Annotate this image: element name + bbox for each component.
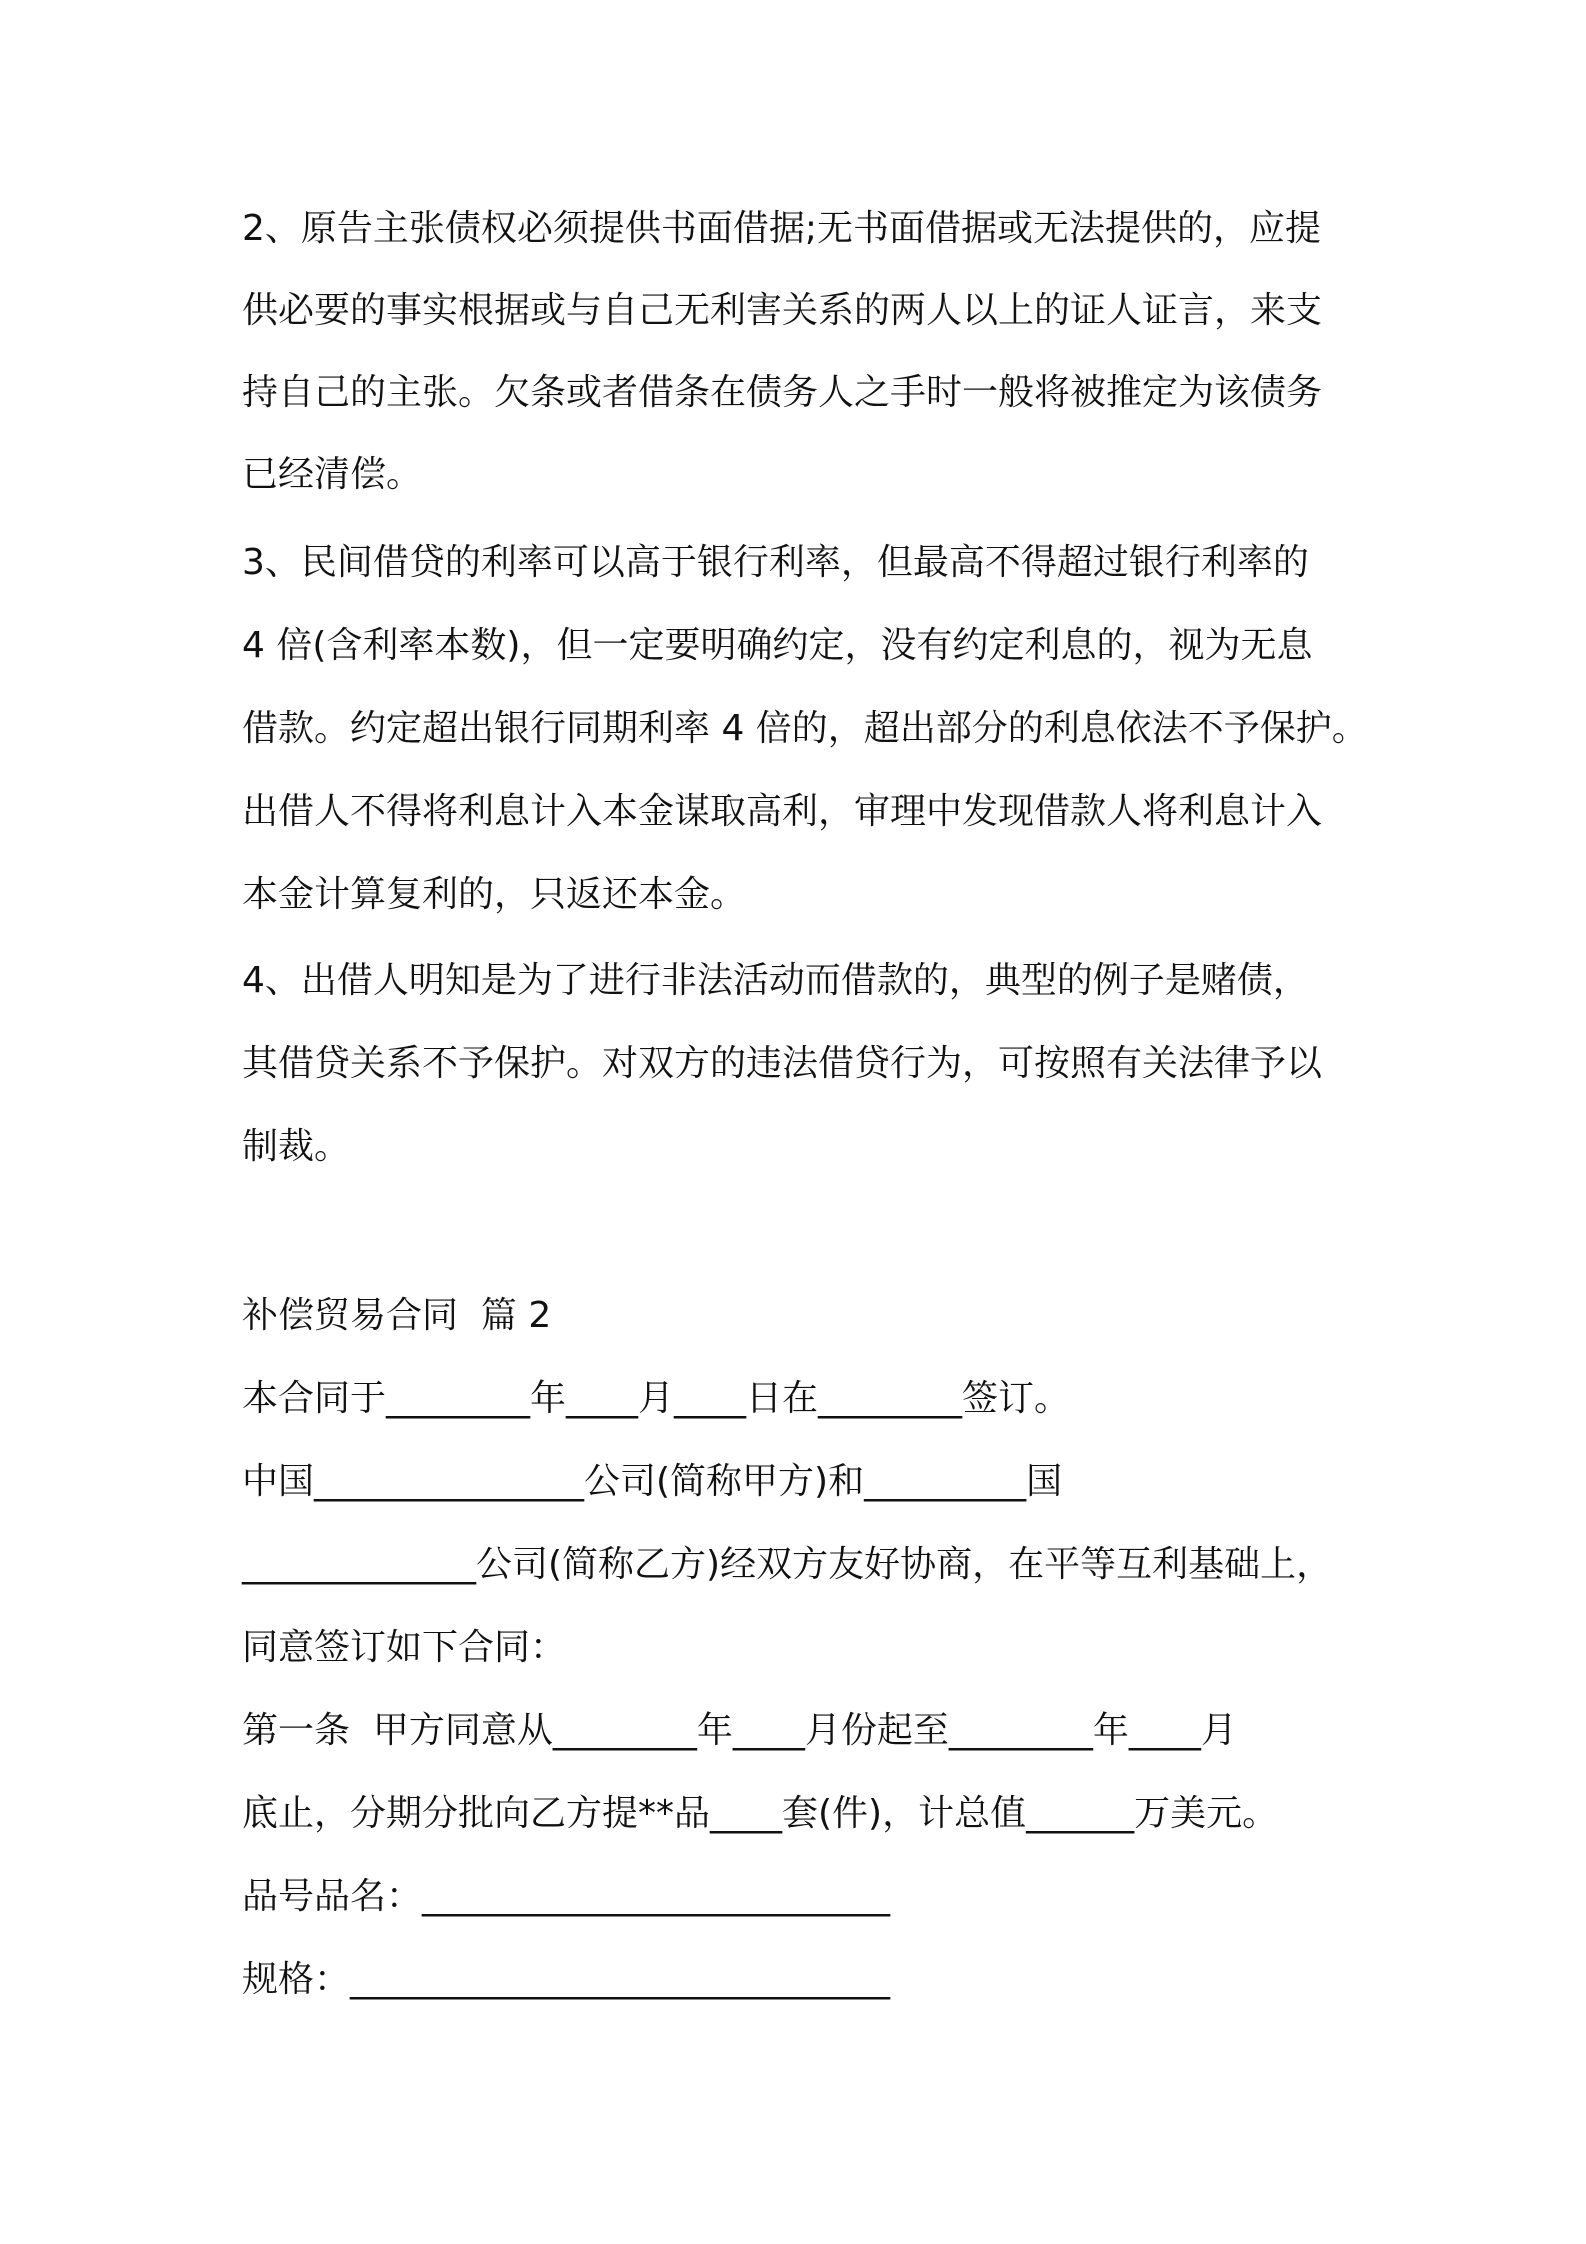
product-name-line: 品号品名：__________________________ xyxy=(242,1876,891,1917)
clause-3-line-2: 4 倍(含利率本数)，但一定要明确约定，没有约定利息的，视为无息 xyxy=(242,625,1313,666)
contract-date-line: 本合同于________年____月____日在________签订。 xyxy=(242,1378,1071,1419)
specification-line: 规格：______________________________ xyxy=(242,1959,891,2000)
clause-2-line-3: 持自己的主张。欠条或者借条在债务人之手时一般将被推定为该债务 xyxy=(242,372,1323,413)
clause-2-line-2: 供必要的事实根据或与自己无利害关系的两人以上的证人证言，来支 xyxy=(242,290,1323,331)
clause-3-line-5: 本金计算复利的，只返还本金。 xyxy=(242,874,747,915)
clause-2-line-1: 2、原告主张债权必须提供书面借据;无书面借据或无法提供的，应提 xyxy=(242,208,1322,249)
agreement-intro-line: 同意签订如下合同： xyxy=(242,1627,567,1668)
article-1-line-1: 第一条 甲方同意从________年____月份起至________年____月 xyxy=(242,1710,1237,1751)
contract-title: 补偿贸易合同 篇 2 xyxy=(242,1295,552,1336)
clause-3-line-3: 借款。约定超出银行同期利率 4 倍的，超出部分的利息依法不予保护。 xyxy=(242,708,1368,749)
article-1-line-2: 底止，分期分批向乙方提**品____套(件)，计总值______万美元。 xyxy=(242,1793,1279,1834)
clause-4-line-2: 其借贷关系不予保护。对双方的违法借贷行为，可按照有关法律予以 xyxy=(242,1043,1323,1084)
clause-3-line-1: 3、民间借贷的利率可以高于银行利率，但最高不得超过银行利率的 xyxy=(242,542,1309,583)
clause-4-line-1: 4、出借人明知是为了进行非法活动而借款的，典型的例子是赌债， xyxy=(242,960,1309,1001)
party-a-line: 中国_______________公司(简称甲方)和_________国 xyxy=(242,1461,1063,1502)
party-b-line: _____________公司(简称乙方)经双方友好协商，在平等互利基础上， xyxy=(242,1544,1333,1585)
clause-2-line-4: 已经清偿。 xyxy=(242,454,423,495)
clause-3-line-4: 出借人不得将利息计入本金谋取高利，审理中发现借款人将利息计入 xyxy=(242,791,1323,832)
clause-4-line-3: 制裁。 xyxy=(242,1126,351,1167)
